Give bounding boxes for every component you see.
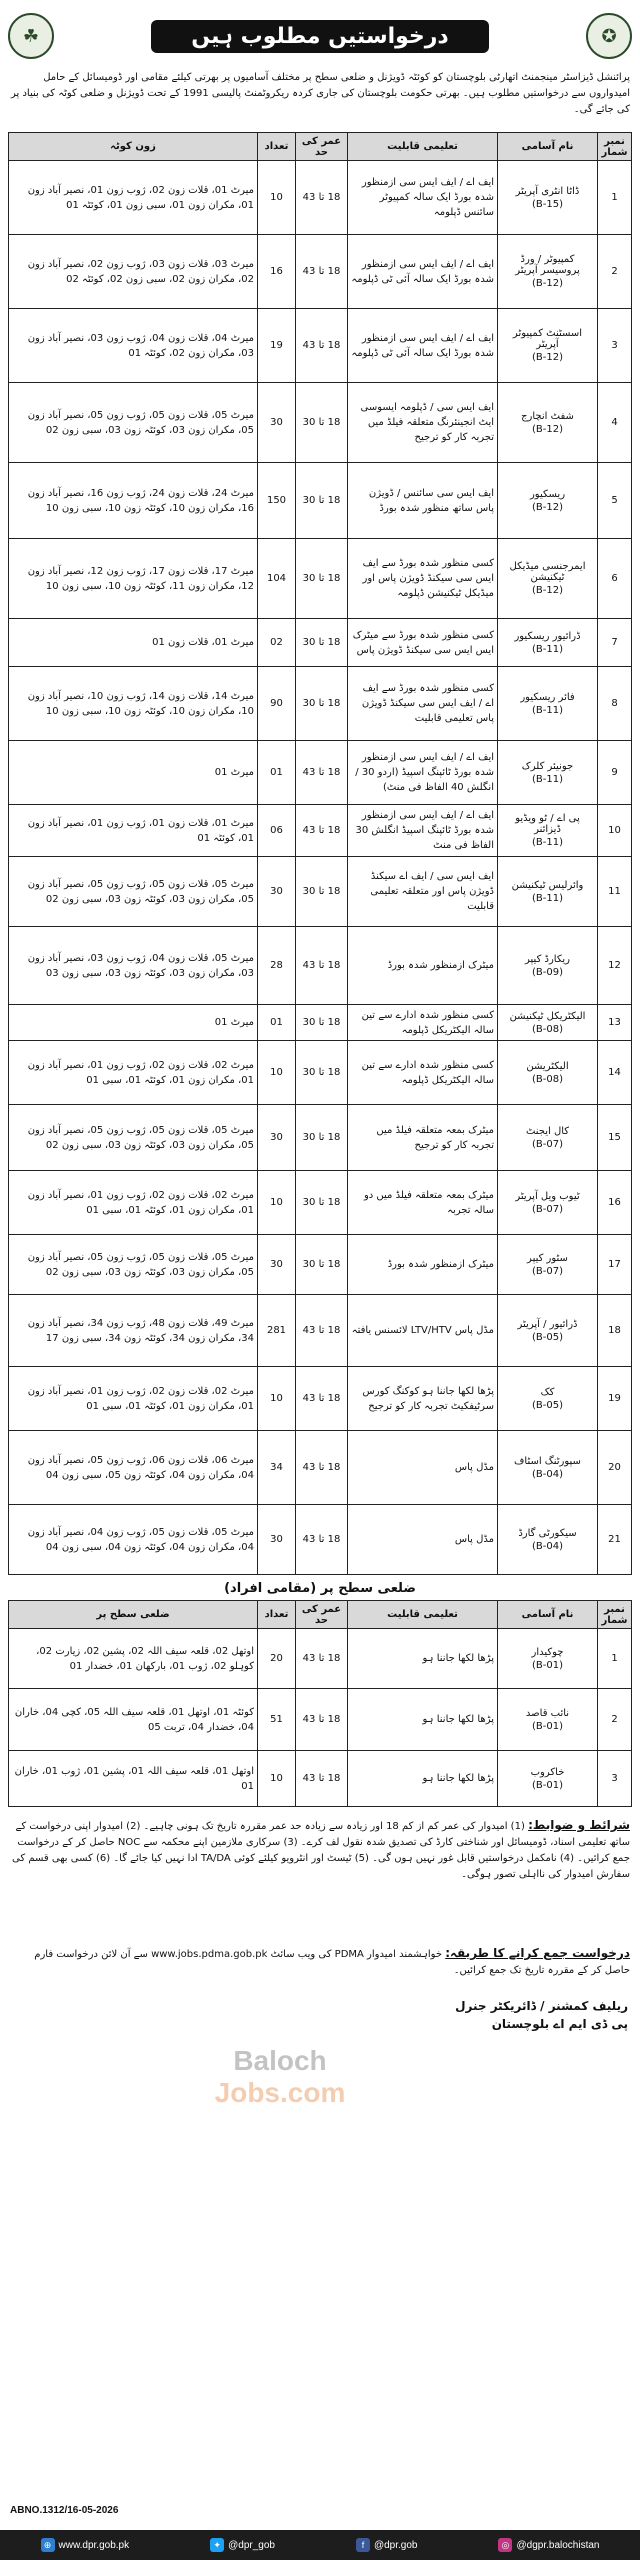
instagram-icon: ◎ (498, 2538, 512, 2552)
row-qualification: میٹرک ازمنظور شدہ بورڈ (348, 1235, 498, 1295)
row-age: 18 تا 43 (296, 1629, 348, 1689)
row-post (498, 1505, 598, 1575)
row-number: 9 (598, 741, 632, 805)
post-scale: (B-12) (532, 278, 563, 289)
row-age: 18 تا 43 (296, 1751, 348, 1807)
globe-icon: ⊕ (41, 2538, 55, 2552)
row-count: 30 (258, 857, 296, 927)
table-row (9, 619, 632, 667)
how-to-apply-section (8, 1945, 632, 1991)
row-qualification: ایف اے / ایف ایس سی ازمنظور شدہ بورڈ ٹائپنگ اسپیڈ (اردو 30 / انگلش 40 الفاظ فی منٹ) (348, 741, 498, 805)
table-row (9, 1431, 632, 1505)
row-number: 8 (598, 667, 632, 741)
row-number: 17 (598, 1235, 632, 1295)
table-row (9, 463, 632, 539)
table-row (9, 1041, 632, 1105)
row-number: 2 (598, 1689, 632, 1751)
row-qualification: پڑھا لکھا جاننا ہو (348, 1751, 498, 1807)
local-section-title: ضلعی سطح پر (مقامی افراد) (224, 1581, 416, 1596)
row-post (498, 1295, 598, 1367)
post-title: سیکورٹی گارڈ (518, 1527, 577, 1539)
page-title: درخواستیں مطلوب ہیں (151, 20, 488, 53)
row-qualification: میٹرک ازمنظور شدہ بورڈ (348, 927, 498, 1005)
row-qualification: ایف ایس سی سائنس / ڈویژن پاس ساتھ منظور شدہ بورڈ (348, 463, 498, 539)
signature-line-2: پی ڈی ایم اے بلوچستان (491, 2017, 628, 2031)
local-header-quota: ضلعی سطح پر (9, 1601, 258, 1629)
row-quota: میرٹ 05، قلات زون 05، ژوب زون 05، نصیر آباد زون 05، مکران زون 03، کوئٹہ زون 03، سبی زون 02 (9, 1105, 258, 1171)
row-post (498, 1751, 598, 1807)
footer-website-text: www.dpr.gob.pk (58, 2539, 130, 2551)
table-row (9, 741, 632, 805)
row-post (498, 1431, 598, 1505)
row-age: 18 تا 43 (296, 805, 348, 857)
row-quota: اوتھل 01، قلعہ سیف اللہ 01، پشین 01، ژوب 01، خاران 01 (9, 1751, 258, 1807)
local-header-post: نام آسامی (498, 1601, 598, 1629)
table-row (9, 539, 632, 619)
header (8, 6, 632, 66)
post-scale: (B-11) (532, 704, 563, 716)
row-age: 18 تا 43 (296, 235, 348, 309)
post-title: سٹور کیپر (527, 1252, 568, 1264)
post-scale: (B-12) (532, 501, 563, 513)
post-scale: (B-08) (532, 1073, 563, 1085)
row-post (498, 1041, 598, 1105)
row-number: 1 (598, 161, 632, 235)
row-qualification: کسی منظور شدہ بورڈ سے میٹرک ایس ایس سی سیکنڈ ڈویژن پاس (348, 619, 498, 667)
row-count: 02 (258, 619, 296, 667)
row-quota: میرٹ 05، قلات زون 04، ژوب زون 03، نصیر آباد زون 03، مکران زون 03، کوئٹہ زون 03، سبی زون 03 (9, 927, 258, 1005)
row-number: 20 (598, 1431, 632, 1505)
row-qualification: میٹرک بمعہ متعلقہ فیلڈ میں تجربہ کار کو ترجیح (348, 1105, 498, 1171)
row-post (498, 1629, 598, 1689)
post-title: الیکٹریکل ٹیکنیشن (509, 1010, 586, 1022)
row-number: 3 (598, 1751, 632, 1807)
row-quota: میرٹ 01، قلات زون 01، ژوب زون 01، نصیر آباد زون 01، کوئٹہ 01 (9, 805, 258, 857)
row-post (498, 619, 598, 667)
post-title: کمپیوٹر / ورڈ پروسیسر آپریٹر (515, 254, 580, 276)
row-number: 4 (598, 383, 632, 463)
post-title: کال ایجنٹ (525, 1125, 570, 1137)
row-post (498, 1005, 598, 1041)
row-age: 18 تا 30 (296, 1171, 348, 1235)
post-title: خاکروب (530, 1766, 565, 1778)
row-post (498, 857, 598, 927)
row-quota: میرٹ 02، قلات زون 02، ژوب زون 01، نصیر آباد زون 01، مکران زون 01، کوئٹہ 01، سبی 01 (9, 1171, 258, 1235)
table-row (9, 1005, 632, 1041)
row-quota: میرٹ 05، قلات زون 05، ژوب زون 05، نصیر آباد زون 05، مکران زون 03، کوئٹہ زون 03، سبی زون 02 (9, 1235, 258, 1295)
row-quota: میرٹ 06، قلات زون 06، ژوب زون 05، نصیر آباد زون 04، مکران زون 04، کوئٹہ زون 05، سبی زون 04 (9, 1431, 258, 1505)
row-post (498, 741, 598, 805)
row-count: 01 (258, 741, 296, 805)
row-quota: میرٹ 01 (9, 741, 258, 805)
row-post (498, 1235, 598, 1295)
post-scale: (B-11) (532, 773, 563, 785)
row-qualification: مڈل پاس (348, 1505, 498, 1575)
post-scale: (B-04) (532, 1540, 563, 1552)
facebook-icon: f (356, 2538, 370, 2552)
post-title: ڈاٹا انٹری آپریٹر (515, 185, 580, 197)
row-count: 281 (258, 1295, 296, 1367)
post-scale: (B-11) (532, 643, 563, 655)
header-quota: زون کوٹہ (9, 133, 258, 161)
row-age: 18 تا 43 (296, 927, 348, 1005)
post-title: وائرلیس ٹیکنیشن (511, 879, 584, 891)
row-count: 30 (258, 1105, 296, 1171)
post-scale: (B-05) (532, 1399, 563, 1411)
table-row (9, 1235, 632, 1295)
row-age: 18 تا 30 (296, 667, 348, 741)
row-quota: میرٹ 02، قلات زون 02، ژوب زون 01، نصیر آباد زون 01، مکران زون 01، کوئٹہ 01، سبی 01 (9, 1367, 258, 1431)
row-count: 10 (258, 1171, 296, 1235)
row-number: 18 (598, 1295, 632, 1367)
post-title: ڈرائیور / آپریٹر (517, 1318, 578, 1330)
row-post (498, 927, 598, 1005)
row-number: 5 (598, 463, 632, 539)
post-title: ایمرجنسی میڈیکل ٹیکنیشن (509, 561, 586, 583)
row-number: 3 (598, 309, 632, 383)
row-post (498, 805, 598, 857)
table-row (9, 667, 632, 741)
row-post (498, 1171, 598, 1235)
post-title: سپورٹنگ اسٹاف (514, 1455, 581, 1467)
row-qualification: ایف اے / ایف ایس سی ازمنظور شدہ بورڈ ایک سالہ آئی ٹی ڈپلومہ (348, 235, 498, 309)
row-post (498, 1105, 598, 1171)
row-qualification: ایف اے / ایف ایس سی ازمنظور شدہ بورڈ ایک سالہ کمپیوٹر سائنس ڈپلومہ (348, 161, 498, 235)
row-quota: میرٹ 05، قلات زون 05، ژوب زون 05، نصیر آباد زون 05، مکران زون 03، کوئٹہ زون 03، سبی زون 02 (9, 383, 258, 463)
row-count: 30 (258, 1235, 296, 1295)
jobs-table (8, 132, 632, 1575)
post-scale: (B-07) (532, 1138, 563, 1150)
ad-number: ABNO.1312/16-05-2026 (10, 2505, 119, 2516)
row-quota: اوتھل 02، قلعہ سیف اللہ 02، پشین 02، زیارت 02، کوہلو 02، ژوب 01، بارکھان 01، خضدار 01 (9, 1629, 258, 1689)
local-header-count: تعداد (258, 1601, 296, 1629)
row-count: 34 (258, 1431, 296, 1505)
local-header-no: نمبر شمار (598, 1601, 632, 1629)
row-count: 28 (258, 927, 296, 1005)
row-count: 90 (258, 667, 296, 741)
row-age: 18 تا 43 (296, 161, 348, 235)
post-scale: (B-07) (532, 1203, 563, 1215)
table-row (9, 857, 632, 927)
post-title: شفٹ انچارج (521, 410, 574, 422)
watermark-logo (200, 2045, 360, 2115)
row-post (498, 667, 598, 741)
footer-facebook-text: @dpr.gob (373, 2539, 418, 2551)
jobs-table-header (9, 133, 632, 161)
row-count: 51 (258, 1689, 296, 1751)
row-quota: میرٹ 01، قلات زون 02، ژوب زون 01، نصیر آباد زون 01، مکران زون 01، سبی زون 01، کوئٹہ 01 (9, 161, 258, 235)
row-age: 18 تا 30 (296, 1041, 348, 1105)
post-title: جونیئر کلرک (521, 760, 574, 772)
post-title: چوکیدار (531, 1646, 564, 1658)
row-qualification: پڑھا لکھا جاننا ہو (348, 1689, 498, 1751)
footer-twitter-text: @dpr_gob (228, 2539, 275, 2551)
header-count: تعداد (258, 133, 296, 161)
row-number: 19 (598, 1367, 632, 1431)
row-count: 150 (258, 463, 296, 539)
footer-bar (0, 2530, 640, 2560)
watermark-part-1: Baloch (233, 2045, 327, 2076)
post-title: نائب قاصد (525, 1707, 570, 1719)
table-row (9, 805, 632, 857)
row-count: 30 (258, 1505, 296, 1575)
row-age: 18 تا 43 (296, 1431, 348, 1505)
row-count: 06 (258, 805, 296, 857)
row-age: 18 تا 30 (296, 1235, 348, 1295)
row-quota: میرٹ 49، قلات زون 48، ژوب زون 34، نصیر آباد زون 34، مکران زون 34، کوئٹہ زون 34، سبی زون 17 (9, 1295, 258, 1367)
local-header-age: عمر کی حد (296, 1601, 348, 1629)
row-age: 18 تا 30 (296, 857, 348, 927)
post-scale: (B-12) (532, 423, 563, 435)
row-quota: میرٹ 24، قلات زون 24، ژوب زون 16، نصیر آباد زون 16، مکران زون 10، کوئٹہ زون 10، سبی زون 10 (9, 463, 258, 539)
row-qualification: کسی منظور شدہ ادارے سے تین سالہ الیکٹریکل ڈپلومہ (348, 1041, 498, 1105)
row-age: 18 تا 30 (296, 1105, 348, 1171)
local-jobs-table (8, 1600, 632, 1807)
footer-instagram-text: @dgpr.balochistan (516, 2539, 600, 2551)
post-scale: (B-11) (532, 892, 563, 904)
header-no: نمبر شمار (598, 133, 632, 161)
post-scale: (B-12) (532, 585, 563, 596)
footer-website[interactable] (41, 2538, 130, 2552)
row-number: 14 (598, 1041, 632, 1105)
row-quota: میرٹ 05، قلات زون 05، ژوب زون 04، نصیر آباد زون 04، مکران زون 04، کوئٹہ زون 04، سبی زون 04 (9, 1505, 258, 1575)
how-to-apply-title: درخواست جمع کرانے کا طریقہ: (445, 1946, 630, 1960)
post-title: ٹیوب ویل آپریٹر (515, 1190, 580, 1202)
post-title: ریکارڈ کیپر (525, 953, 570, 965)
intro-text: پرائنشل ڈیزاسٹر مینجمنٹ اتھارٹی بلوچستان کو کوئٹہ ڈویژنل و ضلعی سطح پر مختلف آسامیوں پر بھرتی کیلئے مقامی اور ڈومیسائل کے حامل امیدواروں سے درخواستیں مطلوب ہیں۔ بھرتی حکومت بلوچستان کی جاری کردہ ریکروٹمنٹ پالیسی 1991 کے تحت ڈویژنل و ضلعی کوٹہ کی بنیاد پر کی جائے گی۔ (10, 72, 630, 115)
row-age: 18 تا 30 (296, 1005, 348, 1041)
row-qualification: پڑھا لکھا جاننا ہو (348, 1629, 498, 1689)
row-age: 18 تا 30 (296, 463, 348, 539)
row-number: 7 (598, 619, 632, 667)
table-row (9, 309, 632, 383)
post-scale: (B-01) (532, 1659, 563, 1671)
row-quota: میرٹ 01، قلات زون 01 (9, 619, 258, 667)
local-table-header (9, 1601, 632, 1629)
row-age: 18 تا 43 (296, 1689, 348, 1751)
header-post: نام آسامی (498, 133, 598, 161)
post-scale: (B-01) (532, 1720, 563, 1732)
row-number: 11 (598, 857, 632, 927)
pdma-logo: ☘ (8, 13, 54, 59)
footer-instagram[interactable] (498, 2538, 599, 2552)
post-title: الیکٹریشن (526, 1060, 569, 1072)
row-number: 10 (598, 805, 632, 857)
row-count: 20 (258, 1629, 296, 1689)
post-title: پی اے / ٹو ویڈیو ڈیزائنر (515, 813, 580, 835)
row-age: 18 تا 43 (296, 1367, 348, 1431)
row-post (498, 383, 598, 463)
row-post (498, 539, 598, 619)
row-age: 18 تا 43 (296, 309, 348, 383)
terms-section (8, 1817, 632, 1941)
row-age: 18 تا 30 (296, 539, 348, 619)
row-qualification: ایف اے / ایف ایس سی ازمنظور شدہ بورڈ ٹائپنگ اسپیڈ انگلش 30 الفاظ فی منٹ (348, 805, 498, 857)
row-qualification: مڈل پاس LTV/HTV لائسنس یافتہ (348, 1295, 498, 1367)
footer-twitter[interactable] (210, 2538, 275, 2552)
balochistan-logo: ✪ (586, 13, 632, 59)
post-scale: (B-11) (532, 837, 563, 848)
post-title: فائر ریسکیور (520, 691, 575, 703)
row-count: 10 (258, 161, 296, 235)
row-qualification: ایف ایس سی / ایف اے سیکنڈ ڈویژن پاس اور متعلقہ تعلیمی قابلیت (348, 857, 498, 927)
row-count: 104 (258, 539, 296, 619)
row-post (498, 463, 598, 539)
post-scale: (B-04) (532, 1468, 563, 1480)
row-number: 16 (598, 1171, 632, 1235)
row-number: 15 (598, 1105, 632, 1171)
table-row (9, 1751, 632, 1807)
row-age: 18 تا 43 (296, 741, 348, 805)
row-quota: میرٹ 02، قلات زون 02، ژوب زون 01، نصیر آباد زون 01، مکران زون 01، کوئٹہ 01، سبی 01 (9, 1041, 258, 1105)
row-number: 6 (598, 539, 632, 619)
post-title: ریسکیور (529, 488, 566, 500)
table-row (9, 161, 632, 235)
row-number: 12 (598, 927, 632, 1005)
row-qualification: کسی منظور شدہ بورڈ سے ایف اے / ایف ایس سی سیکنڈ ڈویژن پاس تعلیمی قابلیت (348, 667, 498, 741)
post-title: ڈرائیور ریسکیور (514, 630, 581, 642)
row-post (498, 1367, 598, 1431)
table-row (9, 235, 632, 309)
terms-text: (1) امیدوار کی عمر کم از کم 18 اور زیادہ سے زیادہ حد عمر مقررہ تاریخ تک ہونی چاہیے۔ (2) امیدوار اپنی درخواست کے ساتھ تعلیمی اسناد، ڈومیسائل اور شناختی کارڈ کی تصدیق شدہ نقول لف کرے۔ (3) سرکاری ملازمین اپنے محکمہ سے NOC حاصل کر کے درخواست جمع کرائیں۔ (4) نامکمل درخواستیں قابل غور نہیں ہوں گی۔ (5) ٹیسٹ اور انٹرویو کیلئے کوئی TA/DA ادا نہیں کیا جائے گا۔ (6) کسی بھی قسم کی سفارش امیدوار کی نااہلی تصور ہوگی۔ (12, 1821, 630, 1880)
how-to-apply-text: خواہشمند امیدوار PDMA کی ویب سائٹ www.jobs.pdma.gob.pk سے آن لائن درخواست فارم حاصل کر کے مقررہ تاریخ تک جمع کرائیں۔ (34, 1949, 630, 1976)
post-scale: (B-05) (532, 1331, 563, 1343)
signature-block (8, 1997, 632, 2033)
row-count: 30 (258, 383, 296, 463)
table-row (9, 1367, 632, 1431)
post-title: کک (540, 1386, 555, 1398)
header-qualification: تعلیمی قابلیت (348, 133, 498, 161)
post-title: اسسٹنٹ کمپیوٹر آپریٹر (512, 328, 583, 350)
watermark-part-2: Jobs.com (214, 2077, 346, 2108)
post-scale: (B-09) (532, 966, 563, 978)
signature-line-1: ریلیف کمشنر / ڈائریکٹر جنرل (455, 1999, 628, 2013)
twitter-icon: ✦ (210, 2538, 224, 2552)
row-post (498, 161, 598, 235)
row-qualification: میٹرک بمعہ متعلقہ فیلڈ میں دو سالہ تجربہ (348, 1171, 498, 1235)
table-row (9, 383, 632, 463)
row-age: 18 تا 30 (296, 619, 348, 667)
row-number: 13 (598, 1005, 632, 1041)
row-qualification: ایف اے / ایف ایس سی ازمنظور شدہ بورڈ ایک سالہ آئی ٹی ڈپلومہ (348, 309, 498, 383)
row-count: 10 (258, 1367, 296, 1431)
table-row (9, 1629, 632, 1689)
table-row (9, 1689, 632, 1751)
row-post (498, 1689, 598, 1751)
row-quota: میرٹ 05، قلات زون 05، ژوب زون 05، نصیر آباد زون 05، مکران زون 03، کوئٹہ زون 03، سبی زون 02 (9, 857, 258, 927)
table-row (9, 1105, 632, 1171)
row-qualification: کسی منظور شدہ بورڈ سے ایف ایس سی سیکنڈ ڈویژن پاس اور میڈیکل ٹیکنیشن ڈپلومہ (348, 539, 498, 619)
table-row (9, 1295, 632, 1367)
row-qualification: مڈل پاس (348, 1431, 498, 1505)
row-qualification: ایف ایس سی / ڈپلومہ ایسوسی ایٹ انجینئرنگ متعلقہ فیلڈ میں تجربہ کار کو ترجیح (348, 383, 498, 463)
post-scale: (B-08) (532, 1023, 563, 1035)
post-scale: (B-15) (532, 198, 563, 210)
footer-facebook[interactable] (356, 2538, 418, 2552)
post-scale: (B-07) (532, 1265, 563, 1277)
row-quota: میرٹ 04، قلات زون 04، ژوب زون 03، نصیر آباد زون 03، مکران زون 02، کوئٹہ 01 (9, 309, 258, 383)
table-row (9, 1505, 632, 1575)
row-count: 19 (258, 309, 296, 383)
post-scale: (B-01) (532, 1779, 563, 1791)
row-quota: میرٹ 14، قلات زون 14، ژوب زون 10، نصیر آباد زون 10، مکران زون 10، کوئٹہ زون 10، سبی زون 10 (9, 667, 258, 741)
row-count: 10 (258, 1041, 296, 1105)
row-number: 2 (598, 235, 632, 309)
row-quota: کوئٹہ 01، اوتھل 01، قلعہ سیف اللہ 05، کچی 04، خاران 04، خضدار 04، تربت 05 (9, 1689, 258, 1751)
row-number: 21 (598, 1505, 632, 1575)
row-age: 18 تا 43 (296, 1505, 348, 1575)
header-age: عمر کی حد (296, 133, 348, 161)
row-age: 18 تا 30 (296, 383, 348, 463)
row-post (498, 309, 598, 383)
row-quota: میرٹ 01 (9, 1005, 258, 1041)
row-qualification: پڑھا لکھا جاننا ہو کوکنگ کورس سرٹیفکیٹ تجربہ کار کو ترجیح (348, 1367, 498, 1431)
row-age: 18 تا 43 (296, 1295, 348, 1367)
row-count: 10 (258, 1751, 296, 1807)
row-qualification: کسی منظور شدہ ادارے سے تین سالہ الیکٹریکل ڈپلومہ (348, 1005, 498, 1041)
row-quota: میرٹ 03، قلات زون 03، ژوب زون 02، نصیر آباد زون 02، مکران زون 02، سبی زون 02، کوئٹہ 02 (9, 235, 258, 309)
row-number: 1 (598, 1629, 632, 1689)
terms-title: شرائط و ضوابط: (528, 1818, 630, 1832)
row-count: 16 (258, 235, 296, 309)
local-header-qualification: تعلیمی قابلیت (348, 1601, 498, 1629)
table-row (9, 1171, 632, 1235)
row-post (498, 235, 598, 309)
table-row (9, 927, 632, 1005)
row-quota: میرٹ 17، قلات زون 17، ژوب زون 12، نصیر آباد زون 12، مکران زون 11، کوئٹہ زون 10، سبی زون 10 (9, 539, 258, 619)
row-count: 01 (258, 1005, 296, 1041)
post-scale: (B-12) (532, 352, 563, 363)
